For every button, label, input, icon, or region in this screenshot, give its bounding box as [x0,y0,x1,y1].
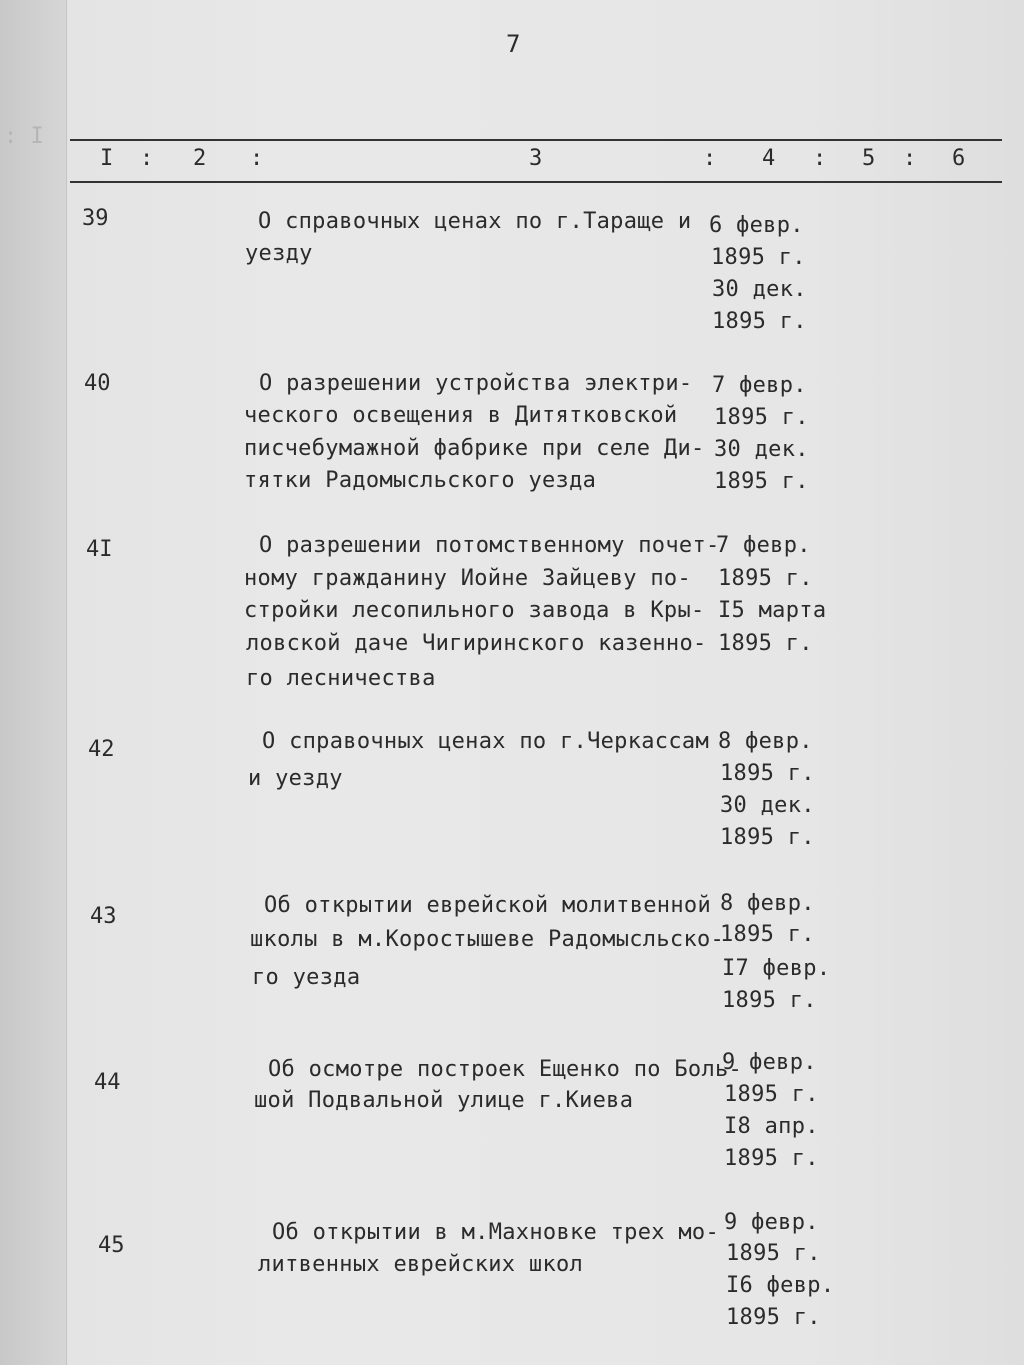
entry-end-date: I7 февр. [722,956,831,981]
entry-start-date: 8 февр. [720,891,815,916]
entry-description-line: го уезда [252,965,361,990]
column-header-2: 2 [193,146,209,171]
entry-start-year: 1895 г. [720,922,815,947]
page-number: 7 [506,30,521,58]
entry-end-date: 30 дек. [712,277,807,302]
entry-description-line: школы в м.Коростышеве Радомысльско- [250,927,725,952]
entry-end-year: 1895 г. [720,825,815,850]
column-header-separator: : [703,146,719,171]
entry-description-line: ловской даче Чигиринского казенно- [246,631,707,656]
entry-description-line: О разрешении потомственному почет- [259,533,720,558]
column-header-3: 3 [529,146,545,171]
entry-start-date: 6 февр. [709,213,804,238]
entry-description-line: тятки Радомысльского уезда [244,468,597,493]
entry-description-line: О справочных ценах по г.Тараще и [258,209,692,234]
column-header-6: 6 [952,146,968,171]
entry-description-line: ному гражданину Иойне Зайцеву по- [244,566,691,591]
entry-description-line: писчебумажной фабрике при селе Ди- [244,436,705,461]
entry-description-line: уезду [245,241,313,266]
entry-start-year: 1895 г. [711,245,806,270]
entry-end-year: 1895 г. [726,1305,821,1330]
entry-end-date: 30 дек. [714,437,809,462]
entry-start-year: 1895 г. [718,566,813,591]
column-header-1: I [100,146,116,171]
entry-end-date: 30 дек. [720,793,815,818]
entry-description-line: Об открытии в м.Махновке трех мо- [272,1220,719,1245]
entry-description-line: О справочных ценах по г.Черкассам [262,729,709,754]
entry-description-line: О разрешении устройства электри- [259,371,693,396]
entry-start-date: 8 февр. [718,729,813,754]
column-header-separator: : [140,146,156,171]
column-header-separator: : [903,146,919,171]
entry-description-line: го лесничества [246,666,436,691]
entry-start-date: 9 февр. [724,1210,819,1235]
entry-end-year: 1895 г. [724,1146,819,1171]
entry-end-year: 1895 г. [712,309,807,334]
entry-start-year: 1895 г. [726,1241,821,1266]
entry-description-line: Об открытии еврейской молитвенной [264,893,711,918]
entry-number: 39 [82,206,109,231]
strip-mark: : I [4,124,44,149]
column-header-4: 4 [762,146,778,171]
entry-description-line: шой Подвальной улице г.Киева [254,1088,634,1113]
column-header-5: 5 [862,146,878,171]
entry-number: 4I [86,537,113,562]
header-rule-top [70,139,1002,141]
binding-strip [0,0,67,1365]
entry-description-line: стройки лесопильного завода в Кры- [244,598,705,623]
column-header-separator: : [250,146,266,171]
entry-start-date: 7 февр. [716,533,811,558]
entry-end-date: I5 марта [718,598,827,623]
entry-end-year: 1895 г. [722,988,817,1013]
column-header-separator: : [813,146,829,171]
entry-number: 44 [94,1070,121,1095]
entry-number: 40 [84,371,111,396]
entry-description-line: ческого освещения в Дитятковской [244,403,678,428]
entry-start-date: 9 февр. [722,1050,817,1075]
entry-description-line: и уезду [248,766,343,791]
entry-end-year: 1895 г. [718,631,813,656]
entry-description-line: Об осмотре построек Ещенко по Боль- [268,1057,743,1082]
entry-start-year: 1895 г. [720,761,815,786]
entry-number: 45 [98,1233,125,1258]
header-rule-bottom [70,181,1002,183]
entry-end-date: I6 февр. [726,1273,835,1298]
entry-end-year: 1895 г. [714,469,809,494]
entry-start-date: 7 февр. [712,373,807,398]
entry-description-line: литвенных еврейских школ [258,1252,584,1277]
entry-end-date: I8 апр. [724,1114,819,1139]
entry-number: 42 [88,737,115,762]
entry-number: 43 [90,904,117,929]
entry-start-year: 1895 г. [714,405,809,430]
entry-start-year: 1895 г. [724,1082,819,1107]
